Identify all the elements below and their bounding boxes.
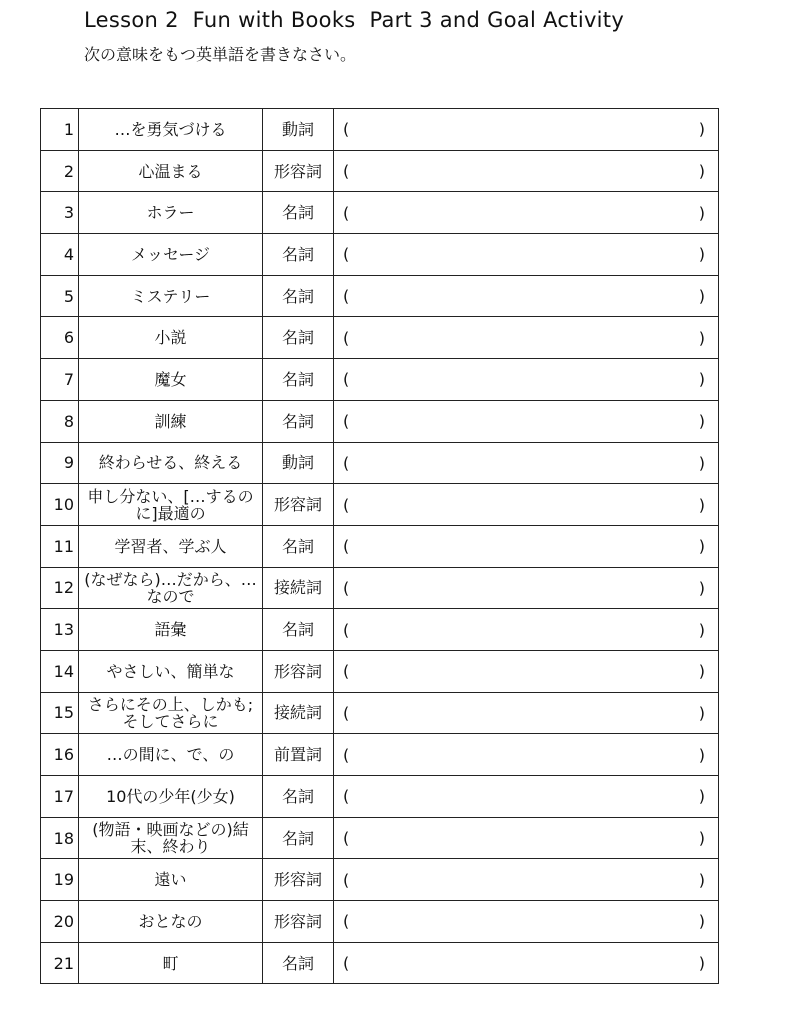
open-parenthesis: (: [343, 620, 350, 640]
close-parenthesis: ): [698, 661, 705, 681]
close-parenthesis: ): [698, 536, 705, 556]
open-parenthesis: (: [343, 161, 350, 181]
part-of-speech: 名詞: [263, 400, 334, 442]
table-row: [41, 192, 719, 234]
table-row: [41, 317, 719, 359]
item-number: 6: [41, 317, 79, 359]
part-of-speech: 接続詞: [263, 567, 334, 609]
answer-blank[interactable]: [334, 776, 719, 818]
open-parenthesis: (: [343, 786, 350, 806]
answer-blank[interactable]: [334, 817, 719, 859]
close-parenthesis: ): [698, 911, 705, 931]
item-number: 16: [41, 734, 79, 776]
close-parenthesis: ): [698, 453, 705, 473]
close-parenthesis: ): [698, 203, 705, 223]
item-number: 1: [41, 109, 79, 151]
close-parenthesis: ): [698, 828, 705, 848]
close-parenthesis: ): [698, 411, 705, 431]
japanese-meaning: (なぜなら)…だから、…なので: [79, 567, 263, 609]
item-number: 20: [41, 901, 79, 943]
table-row: [41, 942, 719, 984]
japanese-meaning: メッセージ: [79, 234, 263, 276]
vocabulary-table-body: [41, 109, 719, 984]
table-row: [41, 442, 719, 484]
table-row: [41, 734, 719, 776]
answer-blank[interactable]: [334, 359, 719, 401]
part-of-speech: 名詞: [263, 234, 334, 276]
answer-blank[interactable]: [334, 150, 719, 192]
open-parenthesis: (: [343, 703, 350, 723]
open-parenthesis: (: [343, 453, 350, 473]
answer-blank[interactable]: [334, 567, 719, 609]
open-parenthesis: (: [343, 828, 350, 848]
table-row: [41, 609, 719, 651]
close-parenthesis: ): [698, 786, 705, 806]
item-number: 12: [41, 567, 79, 609]
vocabulary-table: [40, 108, 719, 984]
japanese-meaning: (物語・映画などの)結末、終わり: [79, 817, 263, 859]
part-of-speech: 形容詞: [263, 859, 334, 901]
answer-blank[interactable]: [334, 859, 719, 901]
answer-blank[interactable]: [334, 734, 719, 776]
japanese-meaning: 魔女: [79, 359, 263, 401]
answer-blank[interactable]: [334, 275, 719, 317]
answer-blank[interactable]: [334, 400, 719, 442]
item-number: 21: [41, 942, 79, 984]
japanese-meaning: さらにその上、しかも;そしてさらに: [79, 692, 263, 734]
item-number: 2: [41, 150, 79, 192]
part-of-speech: 形容詞: [263, 484, 334, 526]
item-number: 9: [41, 442, 79, 484]
part-of-speech: 名詞: [263, 776, 334, 818]
close-parenthesis: ): [698, 369, 705, 389]
open-parenthesis: (: [343, 411, 350, 431]
worksheet-title: Lesson 2 Fun with Books Part 3 and Goal Activity: [84, 8, 625, 32]
table-row: [41, 817, 719, 859]
open-parenthesis: (: [343, 203, 350, 223]
table-row: [41, 859, 719, 901]
table-row: [41, 776, 719, 818]
table-row: [41, 525, 719, 567]
close-parenthesis: ): [698, 495, 705, 515]
part-of-speech: 名詞: [263, 192, 334, 234]
open-parenthesis: (: [343, 286, 350, 306]
answer-blank[interactable]: [334, 484, 719, 526]
part-of-speech: 名詞: [263, 942, 334, 984]
item-number: 19: [41, 859, 79, 901]
item-number: 18: [41, 817, 79, 859]
part-of-speech: 名詞: [263, 609, 334, 651]
answer-blank[interactable]: [334, 901, 719, 943]
close-parenthesis: ): [698, 328, 705, 348]
close-parenthesis: ): [698, 244, 705, 264]
item-number: 5: [41, 275, 79, 317]
close-parenthesis: ): [698, 870, 705, 890]
worksheet-instruction: 次の意味をもつ英単語を書きなさい。: [84, 45, 357, 64]
answer-blank[interactable]: [334, 609, 719, 651]
open-parenthesis: (: [343, 911, 350, 931]
part-of-speech: 名詞: [263, 317, 334, 359]
japanese-meaning: …の間に、で、の: [79, 734, 263, 776]
close-parenthesis: ): [698, 286, 705, 306]
open-parenthesis: (: [343, 495, 350, 515]
table-row: [41, 150, 719, 192]
japanese-meaning: 遠い: [79, 859, 263, 901]
answer-blank[interactable]: [334, 692, 719, 734]
answer-blank[interactable]: [334, 942, 719, 984]
table-row: [41, 484, 719, 526]
japanese-meaning: 申し分ない、[…するのに]最適の: [79, 484, 263, 526]
part-of-speech: 形容詞: [263, 150, 334, 192]
table-row: [41, 567, 719, 609]
japanese-meaning: ミステリー: [79, 275, 263, 317]
item-number: 10: [41, 484, 79, 526]
item-number: 7: [41, 359, 79, 401]
item-number: 15: [41, 692, 79, 734]
close-parenthesis: ): [698, 703, 705, 723]
answer-blank[interactable]: [334, 525, 719, 567]
part-of-speech: 名詞: [263, 817, 334, 859]
part-of-speech: 形容詞: [263, 901, 334, 943]
part-of-speech: 名詞: [263, 525, 334, 567]
item-number: 14: [41, 650, 79, 692]
table-row: [41, 109, 719, 151]
part-of-speech: 前置詞: [263, 734, 334, 776]
answer-blank[interactable]: [334, 109, 719, 151]
open-parenthesis: (: [343, 745, 350, 765]
table-row: [41, 359, 719, 401]
table-row: [41, 275, 719, 317]
item-number: 17: [41, 776, 79, 818]
close-parenthesis: ): [698, 620, 705, 640]
open-parenthesis: (: [343, 953, 350, 973]
answer-blank[interactable]: [334, 317, 719, 359]
japanese-meaning: 町: [79, 942, 263, 984]
japanese-meaning: ホラー: [79, 192, 263, 234]
japanese-meaning: おとなの: [79, 901, 263, 943]
close-parenthesis: ): [698, 119, 705, 139]
answer-blank[interactable]: [334, 234, 719, 276]
table-row: [41, 650, 719, 692]
item-number: 3: [41, 192, 79, 234]
open-parenthesis: (: [343, 578, 350, 598]
answer-blank[interactable]: [334, 192, 719, 234]
item-number: 4: [41, 234, 79, 276]
part-of-speech: 動詞: [263, 109, 334, 151]
item-number: 11: [41, 525, 79, 567]
japanese-meaning: 心温まる: [79, 150, 263, 192]
japanese-meaning: 終わらせる、終える: [79, 442, 263, 484]
part-of-speech: 名詞: [263, 275, 334, 317]
japanese-meaning: やさしい、簡単な: [79, 650, 263, 692]
japanese-meaning: 学習者、学ぶ人: [79, 525, 263, 567]
item-number: 8: [41, 400, 79, 442]
open-parenthesis: (: [343, 369, 350, 389]
answer-blank[interactable]: [334, 650, 719, 692]
table-row: [41, 234, 719, 276]
answer-blank[interactable]: [334, 442, 719, 484]
japanese-meaning: 訓練: [79, 400, 263, 442]
part-of-speech: 動詞: [263, 442, 334, 484]
open-parenthesis: (: [343, 536, 350, 556]
close-parenthesis: ): [698, 161, 705, 181]
open-parenthesis: (: [343, 244, 350, 264]
japanese-meaning: …を勇気づける: [79, 109, 263, 151]
japanese-meaning: 小説: [79, 317, 263, 359]
item-number: 13: [41, 609, 79, 651]
part-of-speech: 名詞: [263, 359, 334, 401]
open-parenthesis: (: [343, 119, 350, 139]
part-of-speech: 形容詞: [263, 650, 334, 692]
close-parenthesis: ): [698, 578, 705, 598]
table-row: [41, 400, 719, 442]
part-of-speech: 接続詞: [263, 692, 334, 734]
open-parenthesis: (: [343, 328, 350, 348]
table-row: [41, 692, 719, 734]
table-row: [41, 901, 719, 943]
open-parenthesis: (: [343, 661, 350, 681]
close-parenthesis: ): [698, 745, 705, 765]
open-parenthesis: (: [343, 870, 350, 890]
japanese-meaning: 語彙: [79, 609, 263, 651]
japanese-meaning: 10代の少年(少女): [79, 776, 263, 818]
close-parenthesis: ): [698, 953, 705, 973]
